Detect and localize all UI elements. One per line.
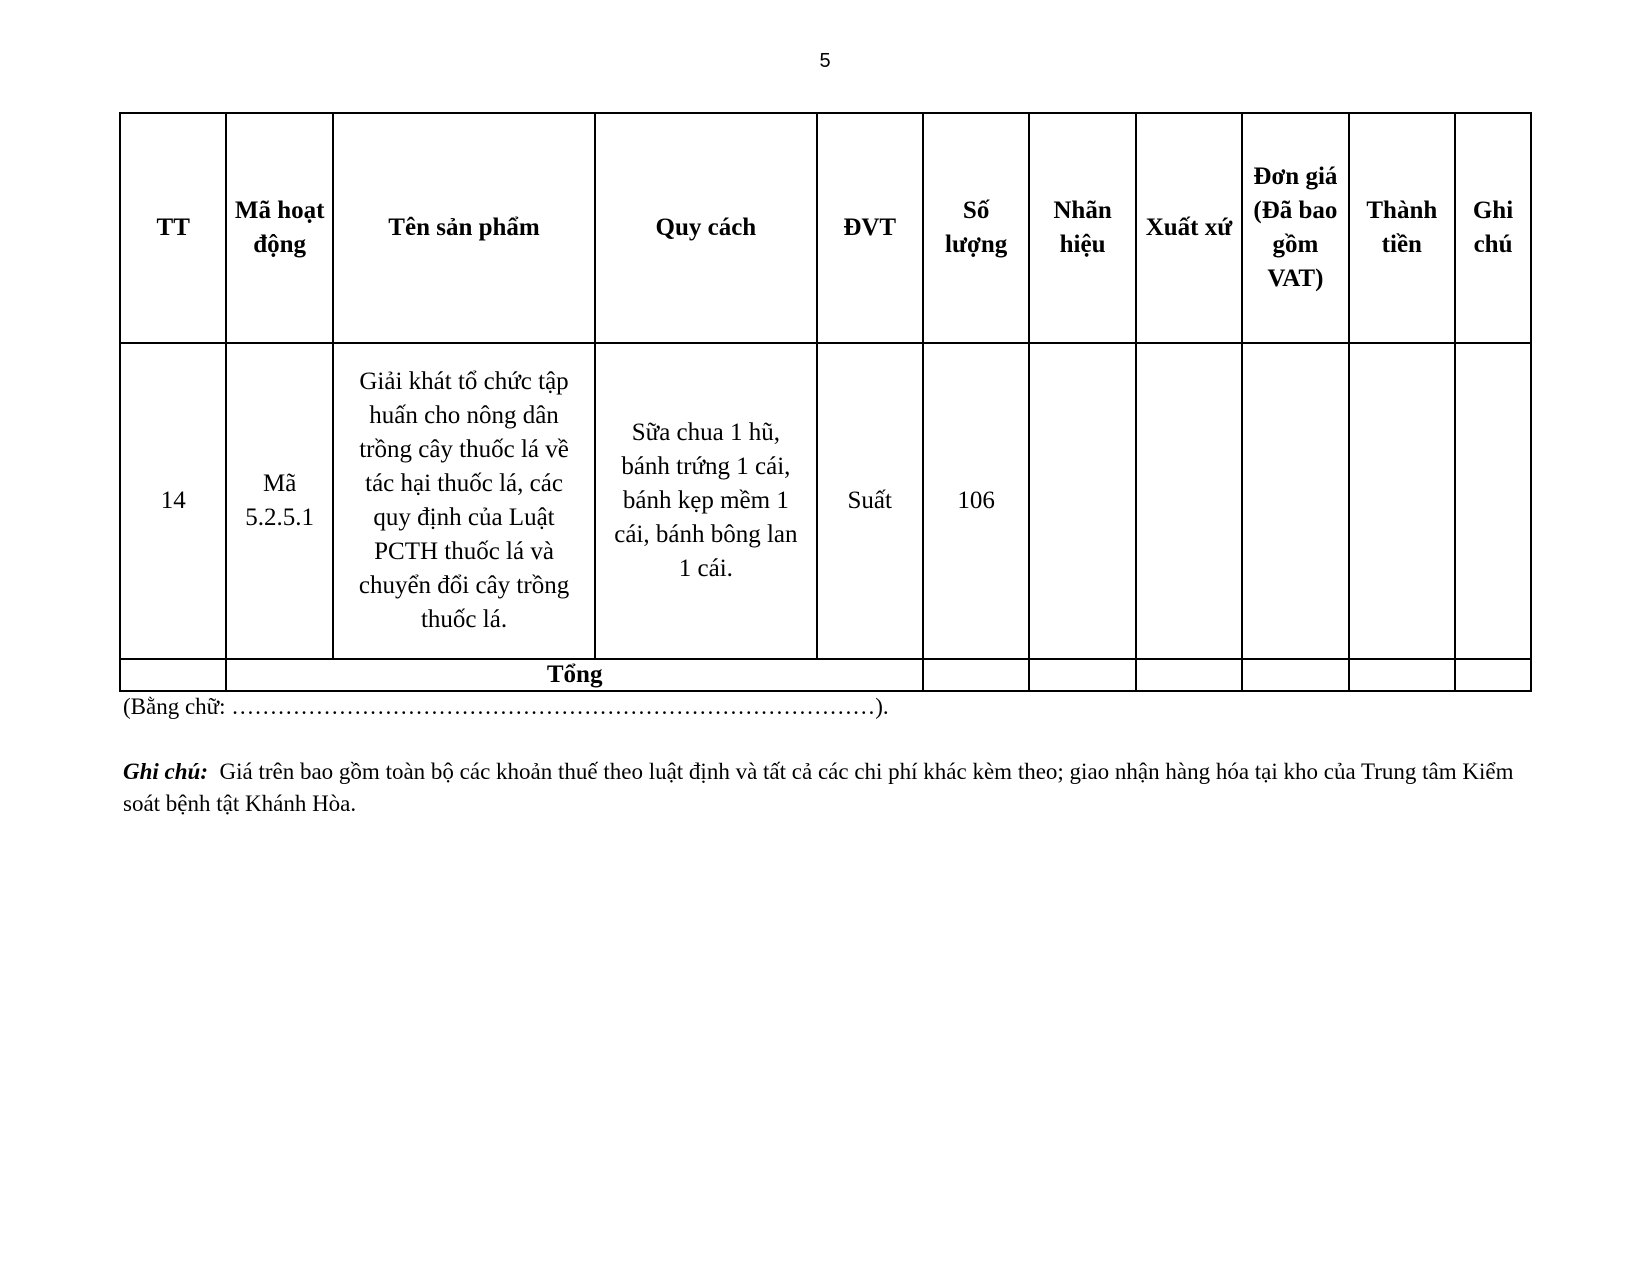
- amount-in-words: (Bằng chữ: …………………………………………………………………………).: [123, 694, 889, 719]
- cell-ma-hoat-dong: Mã 5.2.5.1: [226, 343, 332, 659]
- header-ten-san-pham: Tên sản phẩm: [333, 113, 595, 343]
- header-tt: TT: [120, 113, 226, 343]
- header-quy-cach: Quy cách: [595, 113, 816, 343]
- note-label: Ghi chú:: [123, 759, 208, 784]
- total-row: [120, 659, 1531, 691]
- note-paragraph: [123, 756, 1528, 820]
- header-so-luong: Số lượng: [923, 113, 1029, 343]
- header-ma-hoat-dong: Mã hoạt động: [226, 113, 332, 343]
- total-ghi-chu: [1455, 659, 1531, 691]
- total-so-luong: [923, 659, 1029, 691]
- table-row: [120, 343, 1531, 659]
- cell-ten-san-pham: Giải khát tổ chức tập huấn cho nông dân trồng cây thuốc lá về tác hại thuốc lá, các quy định của Luật PCTH thuốc lá và chuyển đổi cây trồng thuốc lá.: [333, 343, 595, 659]
- table-header-row: [120, 113, 1531, 343]
- cell-tt: 14: [120, 343, 226, 659]
- header-dvt: ĐVT: [817, 113, 923, 343]
- cell-thanh-tien: [1349, 343, 1455, 659]
- cell-xuat-xu: [1136, 343, 1242, 659]
- cell-dvt: Suất: [817, 343, 923, 659]
- header-ghi-chu: Ghi chú: [1455, 113, 1531, 343]
- total-xuat-xu: [1136, 659, 1242, 691]
- header-nhan-hieu: Nhãn hiệu: [1029, 113, 1135, 343]
- total-empty-cell: [120, 659, 226, 691]
- cell-don-gia: [1242, 343, 1348, 659]
- header-thanh-tien: Thành tiền: [1349, 113, 1455, 343]
- total-label: Tổng: [226, 659, 923, 691]
- page-number: 5: [819, 50, 831, 72]
- total-don-gia: [1242, 659, 1348, 691]
- header-xuat-xu: Xuất xứ: [1136, 113, 1242, 343]
- note-text: Giá trên bao gồm toàn bộ các khoản thuế theo luật định và tất cả các chi phí khác kèm theo; giao nhận hàng hóa tại kho của Trung tâm Kiểm soát bệnh tật Khánh Hòa.: [123, 759, 1514, 816]
- total-nhan-hieu: [1029, 659, 1135, 691]
- cell-ghi-chu: [1455, 343, 1531, 659]
- total-thanh-tien: [1349, 659, 1455, 691]
- cell-quy-cach: Sữa chua 1 hũ, bánh trứng 1 cái, bánh kẹp mềm 1 cái, bánh bông lan 1 cái.: [595, 343, 816, 659]
- cell-so-luong: 106: [923, 343, 1029, 659]
- cell-nhan-hieu: [1029, 343, 1135, 659]
- product-table: [119, 112, 1532, 692]
- header-don-gia: Đơn giá (Đã bao gồm VAT): [1242, 113, 1348, 343]
